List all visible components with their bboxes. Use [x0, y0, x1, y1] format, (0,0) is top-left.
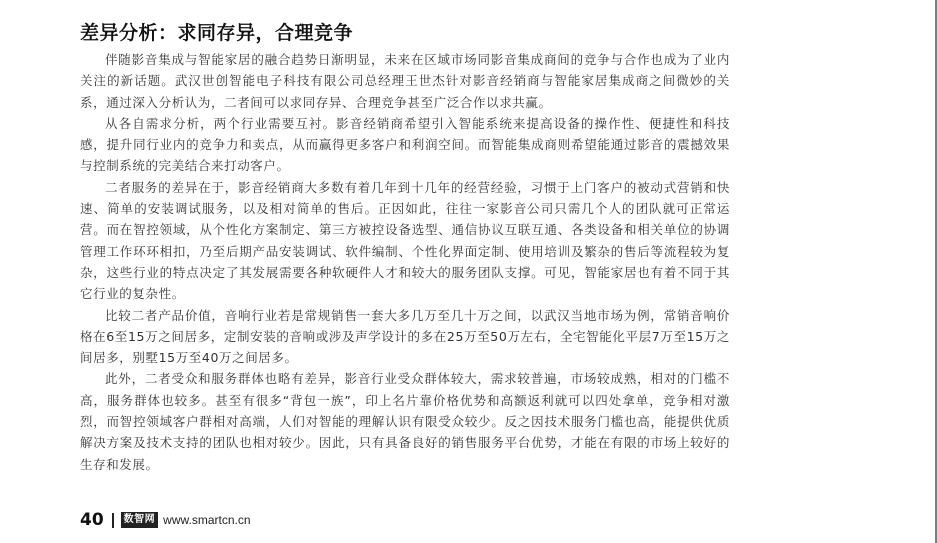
- magazine-logo: 数智网: [121, 512, 159, 528]
- paragraph: 此外，二者受众和服务群体也略有差异，影音行业受众群体较大，需求较普遍，市场较成熟，相对的门槛不高，服务群体也较多。甚至有很多“背包一族”，印上名片靠价格优势和高额返利就可以四处拿单，竞争相对激烈，而智控领域客户群相对高端，人们对智能的理解认识有限受众较少。反之因技术服务门槛也高，能提供优质解决方案及技术支持的团队也相对较少。因此，只有具备良好的销售服务平台优势，才能在有限的市场上较好的生存和发展。: [80, 371, 730, 472]
- article-body: [80, 49, 730, 475]
- page-number: 40: [80, 510, 104, 530]
- site-url: www.smartcn.cn: [163, 513, 251, 527]
- paragraph: 二者服务的差异在于，影音经销商大多数有着几年到十几年的经营经验，习惯于上门客户的被动式营销和快速、简单的安装调试服务，以及相对简单的售后。正因如此，往往一家影音公司只需几个人的团队就可正常运营。而在智控领域，从个性化方案制定、第三方被控设备选型、通信协议互联互通、各类设备和相关单位的协调管理工作环环相扣，乃至后期产品安装调试、软件编制、个性化界面定制、使用培训及繁杂的售后等流程较为复杂，这些行业的特点决定了其发展需要各种软硬件人才和较大的服务团队支撑。可见，智能家居也有着不同于其它行业的复杂性。: [80, 179, 730, 302]
- paragraph: 比较二者产品价值，音响行业若是常规销售一套大多几万至几十万之间，以武汉当地市场为例，常销音响价格在6至15万之间居多，定制安装的音响或涉及声学设计的多在25万至50万左右，全宅智能化平层7万至15万之间居多，别墅15万至40万之间居多。: [80, 307, 730, 366]
- footer-divider: [112, 513, 114, 528]
- paragraph: 从各自需求分析，两个行业需要互衬。影音经销商希望引入智能系统来提高设备的操作性、便捷性和科技感，提升同行业内的竞争力和卖点，从而赢得更多客户和利润空间。而智能集成商则希望能通过影音的震撼效果与控制系统的完美结合来打动客户。: [80, 115, 730, 174]
- section-heading: 差异分析：求同存异，合理竞争: [80, 22, 354, 44]
- paragraph: 伴随影音集成与智能家居的融合趋势日渐明显，未来在区域市场同影音集成商间的竞争与合作也成为了业内关注的新话题。武汉世创智能电子科技有限公司总经理王世杰针对影音经销商与智能家居集成商之间微妙的关系，通过深入分析认为，二者间可以求同存异、合理竞争甚至广泛合作以求共赢。: [80, 52, 730, 110]
- page-footer: [80, 510, 251, 530]
